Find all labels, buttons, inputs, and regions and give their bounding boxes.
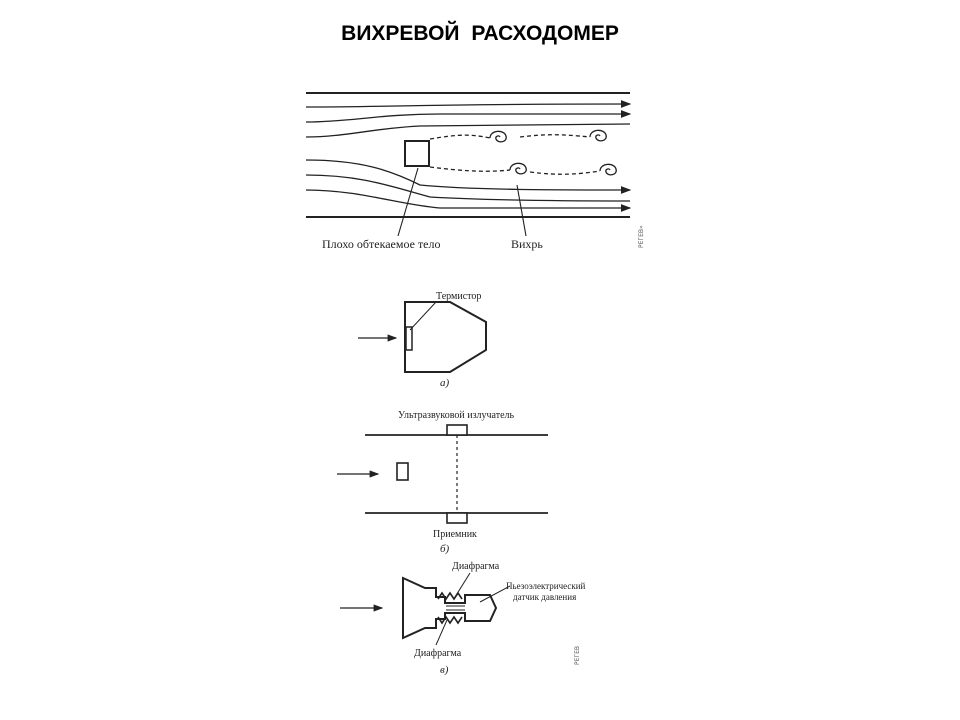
wake-line [530, 171, 600, 174]
bluff-body [405, 141, 429, 166]
side-code: РЕГЕВ» [638, 225, 645, 248]
label-bluff-body: Плохо обтекаемое тело [322, 237, 441, 251]
streamline [306, 160, 630, 190]
flow-diagram [306, 93, 630, 236]
label-vortex: Вихрь [511, 237, 543, 251]
wake-line [520, 135, 590, 137]
label-receiver: Приемник [433, 529, 477, 540]
side-code: РЕГЕВ [574, 646, 581, 665]
vortex-icon [510, 163, 526, 174]
label-piezo-line1: Пьезоэлектрический [506, 581, 586, 591]
figure-mark-a: а) [440, 377, 450, 389]
sensor-body [403, 578, 496, 638]
label-ultrasonic-emitter: Ультразвуковой излучатель [398, 410, 515, 421]
bluff-body [397, 463, 408, 480]
label-diaphragm-top: Диафрагма [452, 561, 500, 572]
streamline [306, 104, 630, 107]
leader-line [517, 185, 526, 236]
receiver [447, 513, 467, 523]
thermistor-icon [406, 327, 412, 350]
ultrasonic-emitter [447, 425, 467, 435]
figure-a [358, 302, 486, 372]
vortex-icon [490, 131, 506, 142]
streamline [306, 114, 630, 122]
label-thermistor: Термистор [436, 291, 482, 302]
wake-line [430, 167, 510, 171]
wake-line [430, 135, 490, 139]
thermistor-body [405, 302, 486, 372]
leader-line [436, 620, 447, 645]
figure-c [340, 573, 510, 645]
leader-line [410, 302, 436, 330]
figure-mark-c: в) [440, 664, 449, 676]
vortex-icon [590, 130, 606, 141]
label-diaphragm-bottom: Диафрагма [414, 648, 462, 659]
leader-line [455, 573, 470, 597]
label-piezo-line2: датчик давления [513, 592, 577, 602]
figure-mark-b: б) [440, 543, 450, 555]
figure-b [337, 425, 548, 523]
slide-title: ВИХРЕВОЙ РАСХОДОМЕР [341, 22, 619, 45]
vortex-icon [600, 164, 616, 175]
